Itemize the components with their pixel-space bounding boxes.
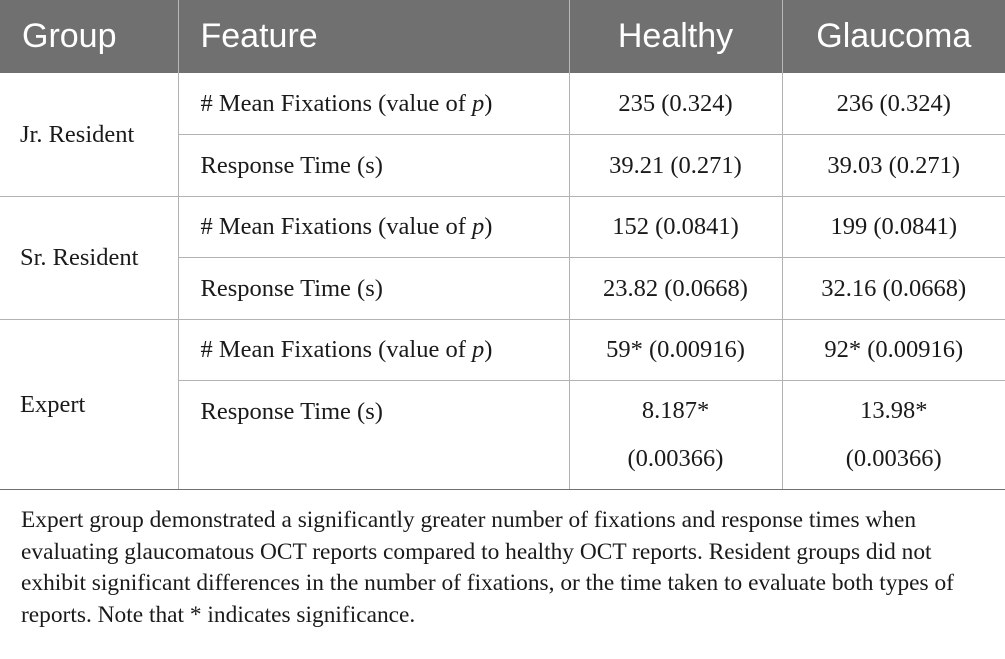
table-footnote: Expert group demonstrated a significantly greater number of fixations and response times when evaluating glaucomatous OCT reports compared to healthy OCT reports. Resident groups did not exhibit significant differences in the number of fixations, or the time taken to evaluate both types of reports. Note that * indicates significance. [21, 507, 954, 628]
healthy-cell: 8.187* (0.00366) [569, 380, 782, 489]
healthy-cell: 152 (0.0841) [569, 196, 782, 257]
table-row [0, 196, 1005, 257]
glaucoma-cell: 32.16 (0.0668) [782, 257, 1005, 319]
glaucoma-cell: 92* (0.00916) [782, 319, 1005, 380]
header-row [0, 0, 1005, 73]
header-healthy: Healthy [569, 0, 782, 73]
healthy-cell: 39.21 (0.271) [569, 134, 782, 196]
healthy-cell: 235 (0.324) [569, 73, 782, 134]
feature-cell: Response Time (s) [178, 257, 569, 319]
table-row [0, 73, 1005, 134]
glaucoma-cell: 199 (0.0841) [782, 196, 1005, 257]
table-row [0, 319, 1005, 380]
header-feature: Feature [178, 0, 569, 73]
header-glaucoma: Glaucoma [782, 0, 1005, 73]
glaucoma-cell: 13.98* (0.00366) [782, 380, 1005, 489]
group-cell: Sr. Resident [0, 196, 178, 319]
feature-cell: # Mean Fixations (value of p) [178, 73, 569, 134]
group-cell: Jr. Resident [0, 73, 178, 196]
feature-cell: Response Time (s) [178, 134, 569, 196]
header-group: Group [0, 0, 178, 73]
glaucoma-cell: 236 (0.324) [782, 73, 1005, 134]
healthy-cell: 59* (0.00916) [569, 319, 782, 380]
feature-cell: # Mean Fixations (value of p) [178, 319, 569, 380]
feature-cell: # Mean Fixations (value of p) [178, 196, 569, 257]
group-cell: Expert [0, 319, 178, 489]
feature-cell: Response Time (s) [178, 380, 569, 489]
healthy-cell: 23.82 (0.0668) [569, 257, 782, 319]
glaucoma-cell: 39.03 (0.271) [782, 134, 1005, 196]
